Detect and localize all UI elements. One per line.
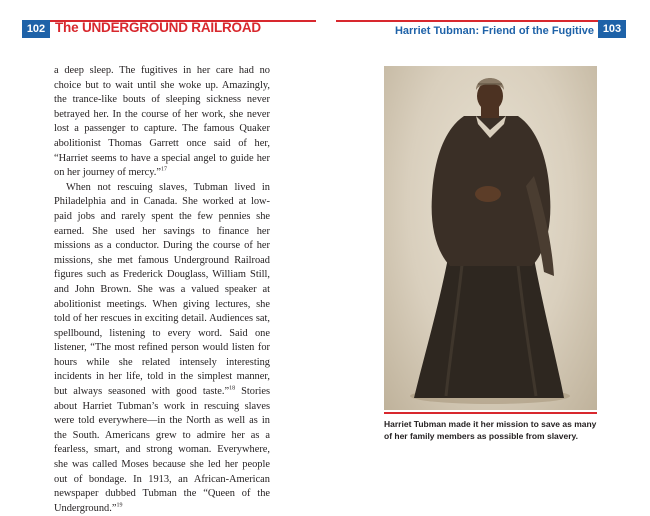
paragraph-2-text-a: When not rescuing slaves, Tubman lived in Philadelphia and in Canada. She worked at low-paid jobs and rarely spent the few pennies she earned. She used her savings to finance her missions as a conductor. During the course of her missions, she met famous Underground Railroad figures such as Frederick Douglass, William Still, and John Brown. She was a valued speaker at abolitionist meetings. When giving lectures, she told of her rescues in exciting detail. Audiences sat, spellbound, listening to every word. Said one listener, “The most refined person would listen for hours while she related intensely interesting incidents in her life, told in the simplest manner, but always seasoned with good taste.” bbox=[54, 181, 270, 398]
header-rule-right bbox=[336, 20, 598, 22]
paragraph-1 bbox=[54, 64, 270, 181]
paragraph-2 bbox=[54, 181, 270, 516]
chapter-title: Harriet Tubman: Friend of the Fugitive bbox=[394, 25, 594, 37]
paragraph-1-text: a deep sleep. The fugitives in her care had no choice but to wait until she woke up. Amazingly, the trance-like bouts of sleeping sickness never betrayed her. In the course of her work, she never lost a passenger to capture. The famous Quaker abolitionist Thomas Garrett once said of her, “Harriet seems to have a special angel to guide her on her journey of mercy.” bbox=[54, 65, 270, 179]
photo-caption: Harriet Tubman made it her mission to save as many of her family members as possible from slavery. bbox=[384, 419, 597, 441]
left-page-number: 102 bbox=[22, 20, 50, 38]
endnote-18: 18 bbox=[229, 385, 236, 392]
caption-rule bbox=[384, 412, 597, 414]
right-page-number: 103 bbox=[598, 20, 626, 38]
body-text bbox=[54, 64, 270, 516]
endnote-17: 17 bbox=[160, 166, 167, 173]
book-title: The UNDERGROUND RAILROAD bbox=[55, 20, 261, 35]
harriet-tubman-photo bbox=[384, 66, 597, 410]
paragraph-2-text-b: Stories about Harriet Tubman’s work in rescuing slaves were told everywhere—in the North as well as in the South. Americans grew to admire her as a fearless, smart, and strong woman. Everywhere, she was called Moses because she led her people out of bondage. In 1913, an African-American newspaper dubbed Tubman the “Queen of the Underground.” bbox=[54, 386, 270, 514]
endnote-19: 19 bbox=[116, 502, 123, 509]
portrait-illustration bbox=[384, 66, 597, 410]
